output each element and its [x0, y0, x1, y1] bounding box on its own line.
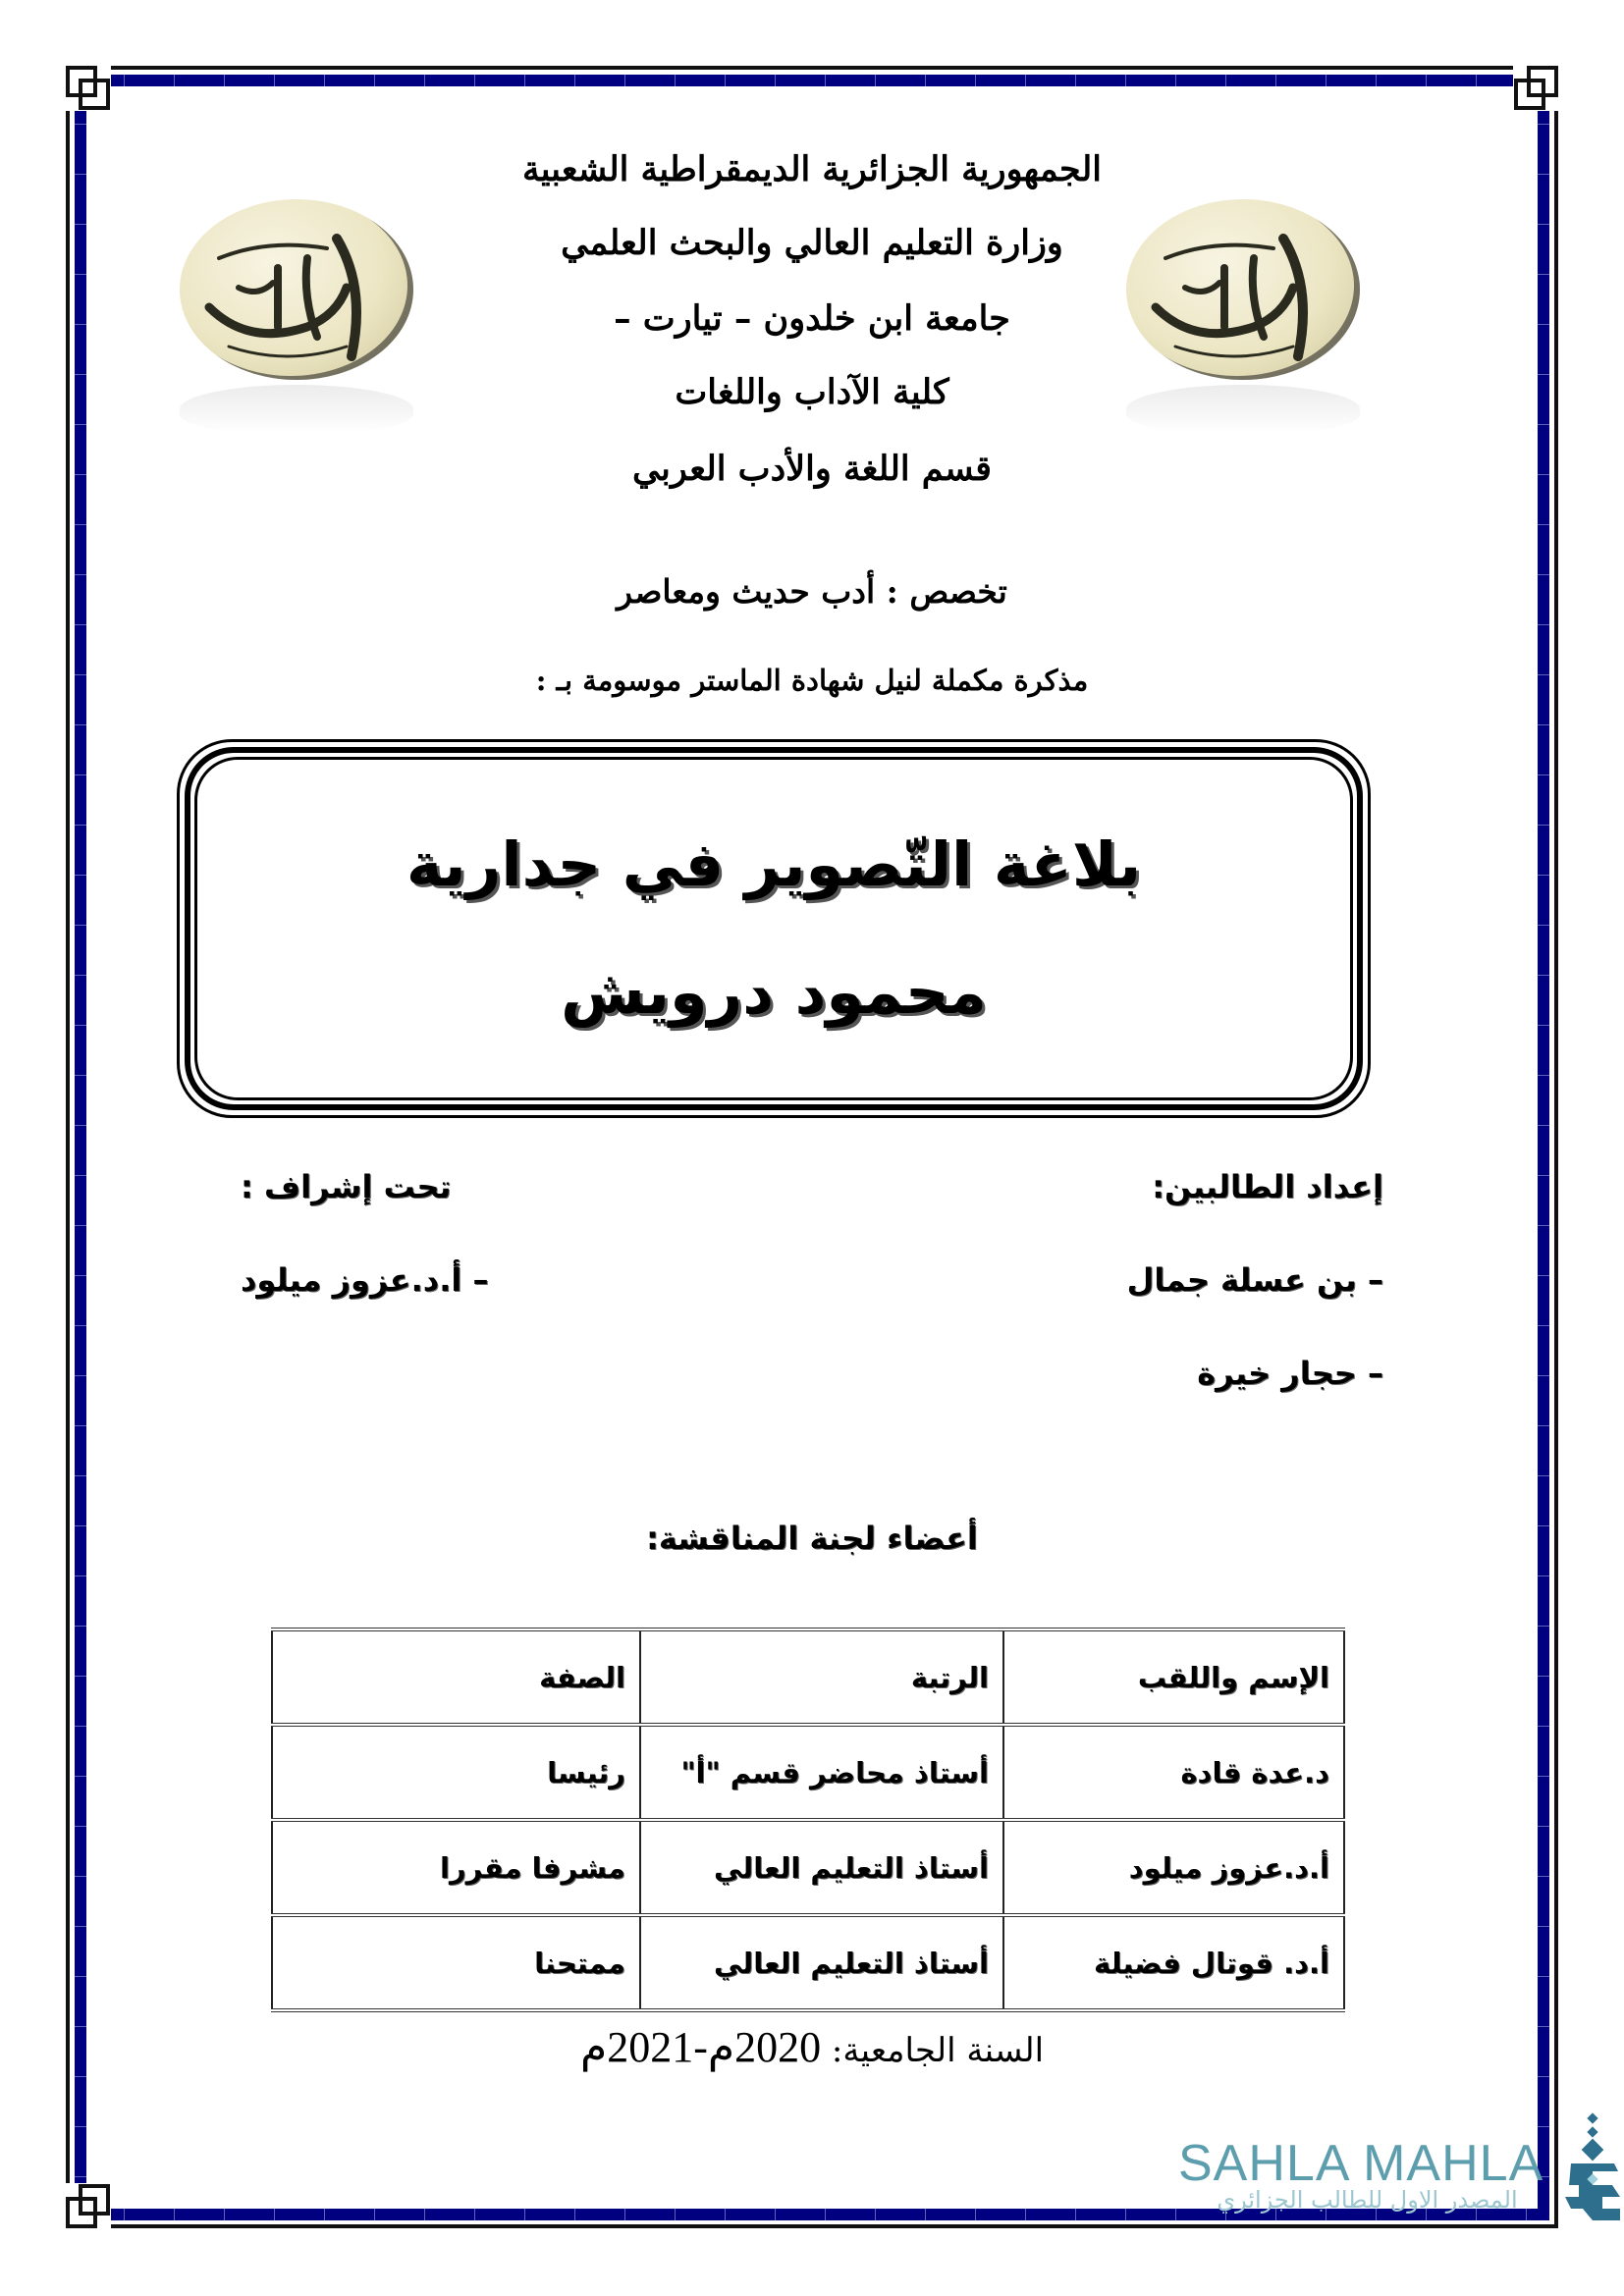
member-name: د.عدة قادة [1003, 1725, 1344, 1820]
corner-ornament-bottom-left-inner [79, 2184, 110, 2216]
student-name-2: – حجار خيرة [1197, 1355, 1383, 1392]
column-header-rank: الرتبة [640, 1629, 1003, 1725]
table-row [272, 1915, 1344, 2010]
student-name-1: – بن عسلة جمال [1126, 1261, 1383, 1299]
watermark-logo-icon [1563, 2112, 1622, 2228]
corner-ornament-top-left-inner [79, 79, 110, 110]
column-header-name: الإسم واللقب [1003, 1629, 1344, 1725]
member-role: مشرفا مقررا [272, 1820, 640, 1915]
thesis-title-line-2: محمود درويش [561, 956, 987, 1028]
university-name: جامعة ابن خلدون – تيارت – [614, 298, 1010, 339]
academic-year [0, 2022, 1624, 2072]
department-name: قسم اللغة والأدب العربي [631, 449, 993, 489]
supervisor-label: تحت إشراف : [241, 1168, 452, 1205]
title-box [177, 739, 1371, 1118]
member-role: رئيسا [272, 1725, 640, 1820]
column-header-role: الصفة [272, 1629, 640, 1725]
member-name: أ.د. قوتال فضيلة [1003, 1915, 1344, 2010]
ministry-name: وزارة التعليم العالي والبحث العلمي [561, 223, 1063, 263]
member-rank: أستاذ التعليم العالي [640, 1915, 1003, 2010]
thesis-intro: مذكرة مكملة لنيل شهادة الماستر موسومة بـ : [535, 664, 1089, 697]
faculty-name: كلية الآداب واللغات [675, 372, 949, 412]
supervisor-name: – أ.د.عزوز ميلود [241, 1261, 489, 1299]
thesis-title-line-1: بلاغة التّصوير في جدارية [406, 828, 1142, 900]
committee-table [271, 1628, 1345, 2012]
table-row [272, 1820, 1344, 1915]
specialization: تخصص : أدب حديث ومعاصر [617, 572, 1007, 611]
corner-ornament-top-right-inner [1514, 79, 1545, 110]
students-label: إعداد الطالبين: [1152, 1168, 1383, 1205]
academic-year-label: السنة الجامعية: [831, 2031, 1045, 2070]
member-role: ممتحنا [272, 1915, 640, 2010]
table-header-row [272, 1629, 1344, 1725]
academic-year-value: 2020م-2021م [579, 2023, 822, 2071]
country-name: الجمهورية الجزائرية الديمقراطية الشعبية [521, 149, 1102, 189]
member-rank: أستاذ التعليم العالي [640, 1820, 1003, 1915]
watermark-brand: SAHLA MAHLA [1178, 2135, 1544, 2192]
member-name: أ.د.عزوز ميلود [1003, 1820, 1344, 1915]
watermark-tagline: المصدر الاول للطالب الجزائري [1217, 2186, 1518, 2214]
member-rank: أستاذ محاضر قسم "أ" [640, 1725, 1003, 1820]
page-frame-top [75, 75, 1549, 86]
committee-heading: أعضاء لجنة المناقشة: [646, 1520, 978, 1557]
table-row [272, 1725, 1344, 1820]
